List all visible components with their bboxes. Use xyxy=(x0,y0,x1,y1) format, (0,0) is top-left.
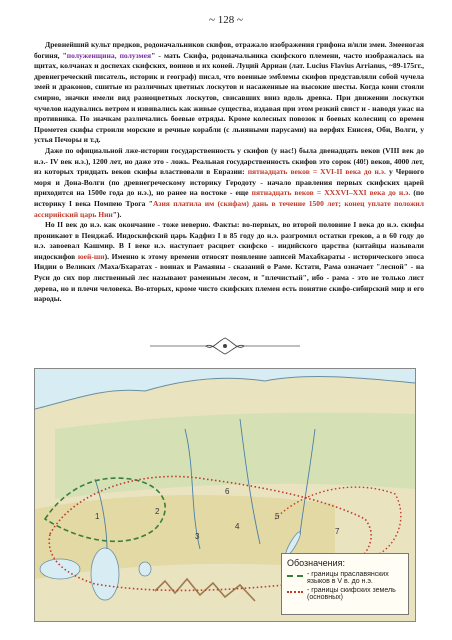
map-number: 1 xyxy=(95,512,100,521)
highlighted-text: пятнадцать веков = XVI-II века до н.э. xyxy=(247,167,386,177)
text-run: " - мать Скифа, родоначальника скифского племени, часто изображалась на щитах, колчанах и доспехах скифских, воинов и их коней. Луций Арриан (лат. Lucius Flavius Arrianus, ~89-175гг., древнегреческий писатель, историк и географ) писал, что военные эмблемы скифов представляли собой чучела змей и драконов, сшитые из различных цветных лоскутов и насаженные на высокие шесты. Когда кони стояли смирно, значки имели вид разноцветных лоскутов, свисавших вниз вдоль древка. При движении лоскутки чучелов надувались ветром и извивались как живые существа, издавая при этом резкий свист и - наводя ужас на противника. По значкам различались боевые отряды. Кроме колесных повозок и боевых колесниц со времен Прометея скифы строили морские и речные корабли (с льняными парусами) на верфях Енисея, Оби, Волги, у устья Печоры и т.д. xyxy=(34,50,424,145)
text-run: ). Именно к этому времени относят появление записей Махабхараты - исторического эпоса Индии о Великих /Маха/Бхаратах - воинах и Рамаяны - сказаний о Раме. Кстати, Рама означает "лесной" - на Руси до сих пор лиственный лес называют раменным лесом, и "плечистый", ибо - рама - это не только лист дерева, но и плечи человека. Во-вторых, кроме чисто скифских племен есть понятие скифо-сибирский мир и его народы. xyxy=(34,251,424,304)
page-number: ~ 128 ~ xyxy=(209,14,243,26)
map-legend xyxy=(281,553,409,615)
map-number: 6 xyxy=(225,487,230,496)
legend-label: - границы праславянских языков в V в. до н.э. xyxy=(307,571,389,585)
map-number: 7 xyxy=(335,527,340,536)
aral-sea xyxy=(139,562,151,576)
highlighted-text: юей-ши xyxy=(77,251,105,261)
highlighted-text: пятнадцать веков = XXXVI–XXI века до н.э. xyxy=(251,188,411,198)
text-run: Древнейший культ предков, родоначальников скифов, отражало изображения грифона и/или змеи. Змееногая богиня, " xyxy=(34,40,424,60)
green-dashed-line-swatch xyxy=(287,575,303,577)
text-run: Но II век до н.э. как окончание - тоже неверно. Факты: во-первых, во второй половине I века до н.э. скифы проникают в Пенджаб. Индоскифский царь Кадфиз I в 85 году до н.э. разгромил остатки греков, а в 60 году до н.э. завоевал Кашмир. В I веке н.э. наступает расцвет скифско - индийского царства (китайцы называли индоскифов xyxy=(34,220,424,261)
map-number: 3 xyxy=(195,532,200,541)
highlighted-text: Азия платила им (скифам) дань в течение 1500 лет; конец уплате положил ассирийский царь Нин xyxy=(34,198,425,219)
paragraph xyxy=(34,220,424,305)
paragraph xyxy=(34,40,424,146)
text-run: Даже по официальной лже-истории государственность у скифов (у нас!) была двенадцать веков (VIII век до н.э.- IV век н.э.), 1200 лет, но даже это - ложь. Реальная государственность скифов это сорок (40!) веков, 4000 лет, из которых тридцать веков скифы властвовали в Евразии: xyxy=(34,145,424,177)
legend-label: - границы скифских земель (основных) xyxy=(307,587,396,601)
map-number: 5 xyxy=(275,512,280,521)
black-sea xyxy=(40,559,80,579)
map xyxy=(34,368,416,622)
caspian-sea xyxy=(91,548,119,600)
map-number: 4 xyxy=(235,522,240,531)
paragraph xyxy=(34,146,424,220)
map-number: 2 xyxy=(155,507,160,516)
text-run: (по историку I века Помпею Трога " xyxy=(34,188,424,208)
highlighted-text: полуженщина, полузмея xyxy=(66,50,152,60)
legend-title: Обозначения: xyxy=(287,558,346,568)
text-run: "). xyxy=(112,209,122,219)
text-run: у Черного моря и Дона-Волги (по древнегреческому историку Геродоту - начало правления первых скифских царей приходится на 1500е года до н.э.), но ранее на востоке - еще xyxy=(34,167,424,198)
legend-item xyxy=(287,587,403,601)
legend-item xyxy=(287,571,403,585)
divider-ornament xyxy=(150,335,300,357)
body-text xyxy=(34,40,424,305)
red-dotted-line-swatch xyxy=(287,591,303,593)
